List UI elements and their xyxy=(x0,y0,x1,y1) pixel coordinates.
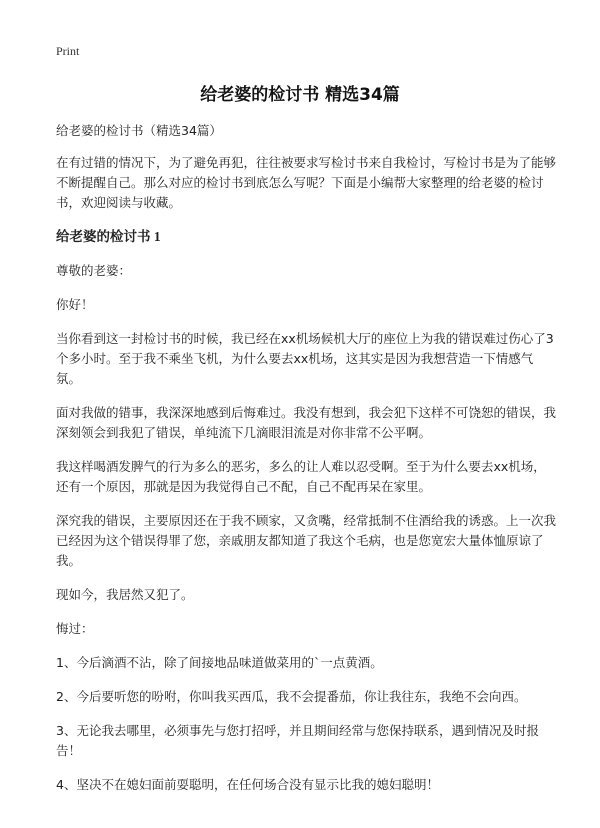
repentance-label: 悔过： xyxy=(56,621,94,636)
intro-paragraph: 在有过错的情况下，为了避免再犯，往往被要求写检讨书来自我检讨，写检讨书是为了能够不断提醒自己。那么对应的检讨书到底怎么写呢？下面是小编帮大家整理的给老婆的检讨书，欢迎阅读与收藏。 xyxy=(56,155,557,210)
list-item: 2、今后要听您的吩咐，你叫我买西瓜，我不会提番茄，你让我往东，我绝不会向西。 xyxy=(56,689,527,704)
list-item: 3、无论我去哪里，必须事先与您打招呼，并且期间经常与您保持联系，遇到情况及时报告！ xyxy=(56,723,539,758)
section-heading: 给老婆的检讨书 1 xyxy=(56,229,161,244)
list-item: 1、今后滴酒不沾，除了间接地品味道做菜用的`一点黄酒。 xyxy=(56,655,383,670)
body-paragraph: 我这样喝酒发脾气的行为多么的恶劣，多么的让人难以忍受啊。至于为什么要去xx机场，还有一个原因，那就是因为我觉得自己不配，自己不配再呆在家里。 xyxy=(56,459,546,494)
list-item: 4、坚决不在媳妇面前耍聪明，在任何场合没有显示比我的媳妇聪明！ xyxy=(56,777,439,792)
page-title: 给老婆的检讨书 精选34篇 xyxy=(200,85,400,105)
document-body xyxy=(56,121,556,809)
print-link[interactable]: Print xyxy=(56,44,80,58)
body-paragraph: 现如今，我居然又犯了。 xyxy=(56,587,194,602)
body-paragraph: 当你看到这一封检讨书的时候，我已经在xx机场候机大厅的座位上为我的错误难过伤心了3个多小时。至于我不乘坐飞机，为什么要去xx机场，这其实是因为我想营造一下情感气氛。 xyxy=(56,331,554,386)
subtitle: 给老婆的检讨书（精选34篇） xyxy=(56,123,222,138)
body-paragraph: 深究我的错误，主要原因还在于我不顾家，又贪嘴，经常抵制不住酒给我的诱惑。上一次我已经因为这个错误得罪了您，亲戚朋友都知道了我这个毛病，也是您宽宏大量体恤原谅了我。 xyxy=(56,513,557,568)
greeting: 你好！ xyxy=(56,297,94,312)
salutation: 尊敬的老婆： xyxy=(56,263,132,278)
body-paragraph: 面对我做的错事，我深深地感到后悔难过。我没有想到，我会犯下这样不可饶恕的错误，我深刻领会到我犯了错误，单纯流下几滴眼泪流是对你非常不公平啊。 xyxy=(56,405,557,440)
